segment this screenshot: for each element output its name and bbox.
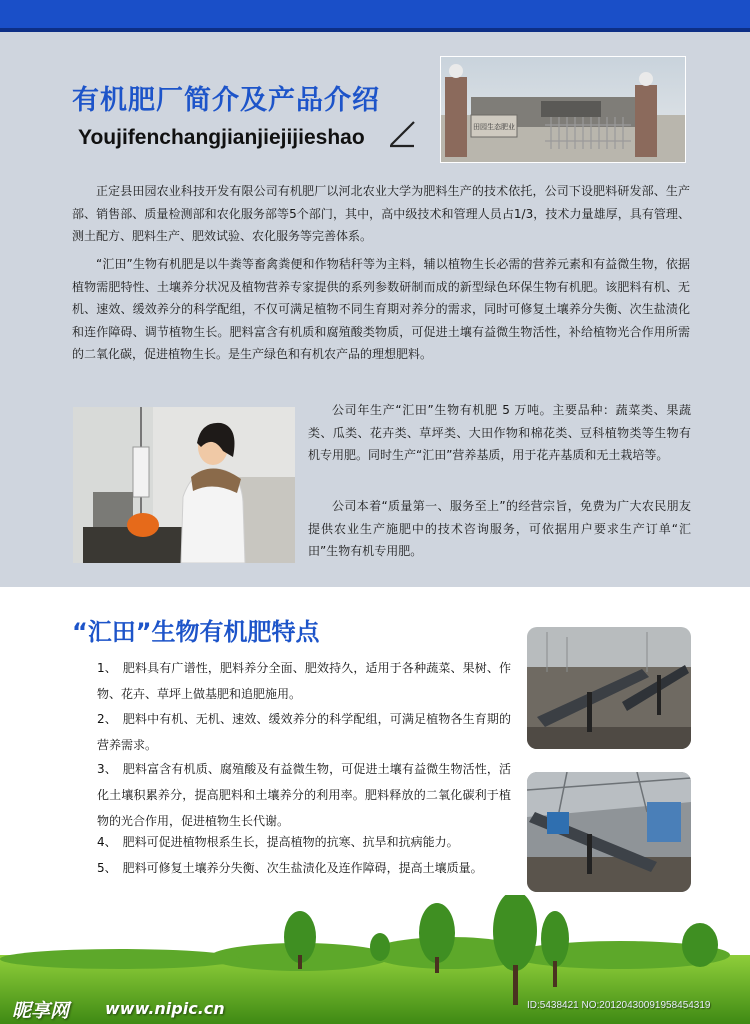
features-title: “汇田”生物有机肥特点 bbox=[72, 618, 320, 646]
feature-number: 2、 bbox=[97, 712, 117, 726]
feature-item bbox=[97, 829, 511, 855]
feature-item bbox=[97, 855, 511, 881]
feature-number: 3、 bbox=[97, 762, 117, 776]
intro-paragraph-company: 正定县田园农业科技开发有限公司有机肥厂以河北农业大学为肥料生产的技术依托，公司下设肥料研发部、生产部、销售部、质量检测部和农化服务部等5个部门，其中，高中级技术和管理人员占1/3，技术力量雄厚，具有管理、测土配方、肥料生产、肥效试验、农化服务等完善体系。 bbox=[72, 184, 690, 243]
factory-gate-photo bbox=[440, 56, 686, 163]
page-title: 有机肥厂简介及产品介绍 bbox=[72, 85, 380, 116]
intro-paragraph-product: “汇田”生物有机肥是以牛粪等畜禽粪便和作物秸秆等为主料，辅以植物生长必需的营养元素和有益微生物，依据植物需肥特性、土壤养分状况及植物营养专家提供的系列参数研制而成的新型绿色环保生物有机肥。该肥料有机、无机、速效、缓效养分的科学配组，不仅可满足植物不同生育期对养分的需求，同时可修复土壤养分失衡、次生盐渍化和连作障碍、调节植物生长。肥料富含有机质和腐殖酸类物质，可促进土壤有益微生物活性，补给植物光合作用所需的二氧化碳，促进植物生长。是生产绿色和有机农产品的理想肥料。 bbox=[72, 257, 690, 361]
feature-item bbox=[97, 706, 511, 758]
watermark-id: ID:5438421 NO:20120430091958454319 bbox=[527, 1000, 711, 1011]
feature-item bbox=[97, 655, 511, 707]
top-bar bbox=[0, 0, 750, 32]
feature-number: 1、 bbox=[97, 661, 117, 675]
feature-text: 肥料富含有机质、腐殖酸及有益微生物，可促进土壤有益微生物活性，活化土壤积累养分，提高肥料和土壤养分的利用率。肥料释放的二氧化碳利于植物的光合作用，促进植物生长代谢。 bbox=[97, 762, 511, 828]
gate-sign-text: 田园生态肥业 bbox=[473, 123, 515, 131]
watermark-logo: 昵享网 bbox=[12, 1000, 70, 1022]
feature-number: 5、 bbox=[97, 861, 117, 875]
conveyor-indoor-photo bbox=[527, 772, 691, 892]
pinyin-subtitle: Youjifenchangjianjiejijieshao bbox=[78, 126, 365, 149]
intro-paragraph-output: 公司年生产“汇田”生物有机肥 5 万吨。主要品种：蔬菜类、果蔬类、瓜类、花卉类、草坪类、大田作物和棉花类、豆科植物类等生物有机专用肥。同时生产“汇田”营养基质，用于花卉基质和无土栽培等。 bbox=[308, 403, 691, 462]
watermark-url: www.nipic.cn bbox=[105, 999, 225, 1018]
arrow-down-left-icon bbox=[386, 118, 418, 150]
intro-paragraph-service: 公司本着“质量第一、服务至上”的经营宗旨，免费为广大农民朋友提供农业生产施肥中的技术咨询服务，可依据用户要求生产订单“汇田”生物有机专用肥。 bbox=[308, 499, 691, 558]
feature-text: 肥料中有机、无机、速效、缓效养分的科学配组，可满足植物各生育期的营养需求。 bbox=[97, 712, 511, 752]
feature-text: 肥料可修复土壤养分失衡、次生盐渍化及连作障碍，提高土壤质量。 bbox=[122, 861, 483, 875]
feature-number: 4、 bbox=[97, 835, 117, 849]
feature-text: 肥料具有广谱性，肥料养分全面、肥效持久，适用于各种蔬菜、果树、作物、花卉、草坪上做基肥和追肥施用。 bbox=[97, 661, 511, 701]
lab-worker-photo bbox=[73, 407, 295, 563]
feature-text: 肥料可促进植物根系生长，提高植物的抗寒、抗旱和抗病能力。 bbox=[122, 835, 459, 849]
feature-item bbox=[97, 756, 511, 834]
conveyor-outdoor-photo bbox=[527, 627, 691, 749]
